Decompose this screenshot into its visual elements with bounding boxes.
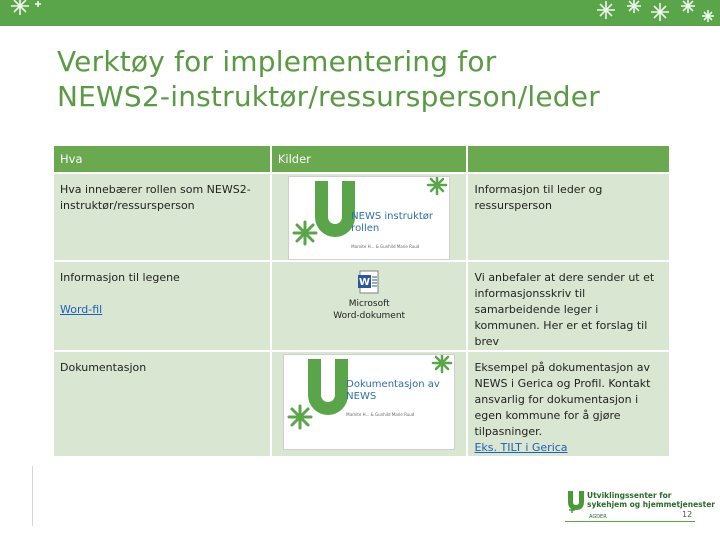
logo-text [587, 491, 715, 509]
presentation-thumbnail-instruktor[interactable] [288, 176, 450, 260]
row1-source [272, 174, 467, 260]
u-logo-icon [565, 489, 587, 513]
thumbnail-title-2: rollen [351, 223, 380, 234]
row3-col1 [54, 352, 270, 456]
row1-description: Hva innebærer rollen som NEWS2-instruktør/ressursperson [60, 183, 251, 212]
divider [32, 466, 33, 526]
word-file-link[interactable]: Word-fil [60, 303, 103, 316]
u-logo-icon [315, 181, 355, 237]
thumbnail-authors: Marnite H... & Gunhild Marie Ruud [346, 412, 415, 417]
row2-col1 [54, 262, 270, 350]
header-kilder: Kilder [272, 146, 467, 172]
word-icon [358, 270, 380, 294]
logo-line-1: Utviklingssenter for [587, 491, 672, 500]
top-decorative-bar [0, 0, 720, 26]
word-doc-label-2: Word-dokument [333, 311, 406, 321]
thumbnail-title: NEWS instruktør [351, 211, 434, 222]
word-document-attachment[interactable] [272, 262, 467, 322]
row1-note: Informasjon til leder og ressursperson [474, 183, 603, 212]
logo-underline [565, 521, 695, 522]
table-row [54, 262, 669, 350]
header-empty [468, 146, 669, 172]
slide-title-line-1: Verktøy for implementering for [57, 45, 497, 78]
snowflake-corner-icon [430, 354, 455, 381]
row2-col3 [468, 262, 669, 350]
row1-col3 [468, 174, 669, 260]
presentation-thumbnail-dokumentasjon[interactable] [283, 354, 455, 450]
row3-note: Eksempel på dokumentasjon av NEWS i Gerica og Profil. Kontakt ansvarlig for dokumentasjon i egen kommune for å gjøre tilpasninger. [474, 361, 651, 438]
word-doc-label-1: Microsoft [348, 299, 390, 309]
row2-source [272, 262, 467, 350]
u-logo-icon [308, 359, 348, 415]
slide-title-line-2: NEWS2-instruktør/ressursperson/leder [57, 80, 600, 113]
snowflake-corner-icon [425, 176, 450, 203]
table-row [54, 174, 669, 260]
row3-source [272, 352, 467, 456]
row2-description: Informasjon til legene [60, 271, 180, 284]
header-hva: Hva [54, 146, 270, 172]
tilt-gerica-link[interactable]: Eks. TILT i Gerica [474, 441, 568, 454]
logo-region: AGDER [589, 514, 607, 520]
row2-note: Vi anbefaler at dere sender ut et informasjonsskriv til samarbeidende leger i kommunen. Her er et forslag til brev [474, 271, 655, 348]
tools-table [52, 144, 671, 458]
table-row [54, 352, 669, 456]
row1-col1 [54, 174, 270, 260]
table-header-row [54, 146, 669, 172]
page-number: 12 [682, 510, 693, 519]
row3-description: Dokumentasjon [60, 361, 147, 374]
logo-line-2: sykehjem og hjemmetjenester [587, 500, 715, 509]
thumbnail-title: Dokumentasjon av [346, 379, 440, 390]
slide-title [57, 44, 697, 114]
thumbnail-authors: Marnite H... & Gunhild Marie Ruud [351, 244, 420, 249]
row3-col3 [468, 352, 669, 456]
thumbnail-title-2: NEWS [346, 391, 377, 402]
snowflake-pattern-icon [0, 0, 720, 26]
svg-text:W: W [359, 277, 371, 288]
